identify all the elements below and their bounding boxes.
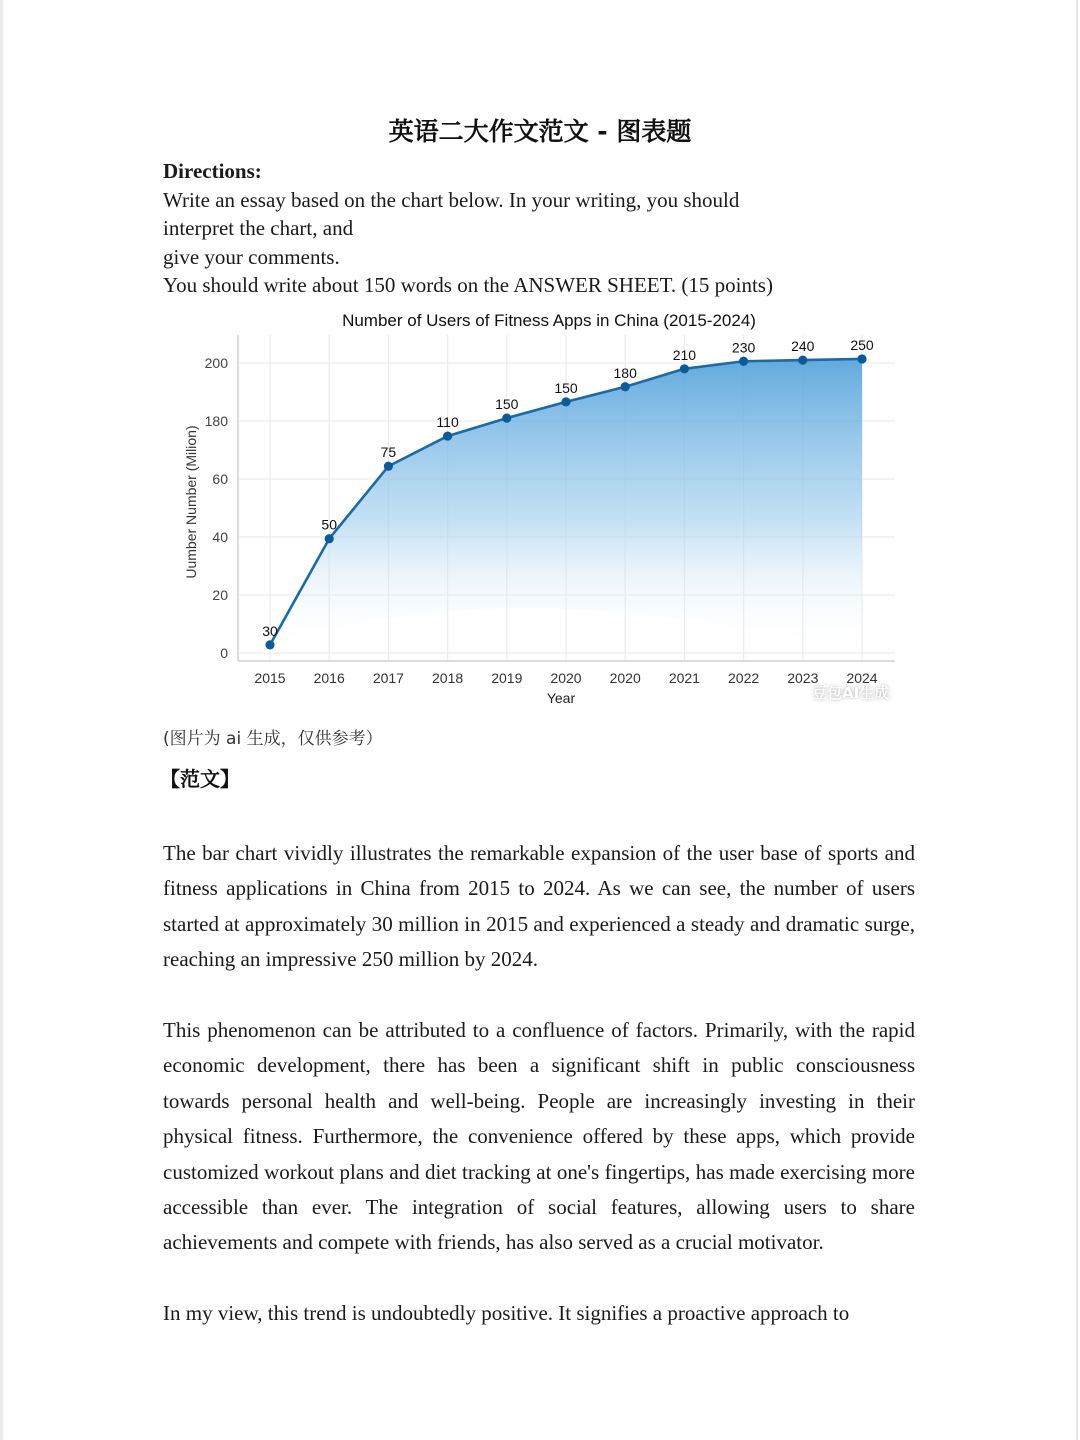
essay-paragraph: The bar chart vividly illustrates the remarkable expansion of the user base of sports and fitness applications in China from 2015 to 2024. As we can see, the number of users started at approximately 30 million in 2015 and experienced a steady and dramatic surge, reaching an impressive 250 million by 2024. xyxy=(163,841,915,972)
y-axis xyxy=(205,355,229,661)
data-point xyxy=(621,382,630,391)
essay-paragraph: This phenomenon can be attributed to a confluence of factors. Primarily, with the rapid economic development, there has been a significant shift in public consciousness towards personal health and well-being. People are increasingly investing in their physical fitness. Furthermore, the convenience offered by these apps, which provide customized workout plans and diet tracking at one's fingertips, has made exercising more accessible than ever. The integration of social features, allowing users to share achievements and compete with friends, has also served as a crucial motivator. xyxy=(163,1018,915,1255)
x-tick-label: 2018 xyxy=(432,670,464,686)
sample-essay-heading: 【范文】 xyxy=(160,767,240,791)
data-point xyxy=(561,397,570,406)
ai-watermark: 豆包AI生成 xyxy=(812,684,890,702)
ai-image-note: (图片为 ai 生成，仅供参考） xyxy=(163,729,383,749)
data-point xyxy=(325,534,334,543)
data-point xyxy=(443,431,452,440)
page-edge-right xyxy=(1076,0,1078,1440)
directions-line: You should write about 150 words on the ANSWER SHEET. (15 points) xyxy=(163,273,773,297)
directions-heading: Directions: xyxy=(163,159,262,183)
y-tick-label: 0 xyxy=(220,645,228,661)
directions-line: give your comments. xyxy=(163,244,340,269)
x-tick-label: 2017 xyxy=(372,670,404,686)
data-label: 50 xyxy=(321,516,337,533)
data-point xyxy=(857,354,866,363)
data-label: 180 xyxy=(613,364,637,381)
data-label: 110 xyxy=(436,414,459,431)
chart-title: Number of Users of Fitness Apps in China (2015-2024) xyxy=(342,311,756,330)
data-point xyxy=(502,414,511,423)
x-axis-label: Year xyxy=(546,690,576,706)
data-label: 230 xyxy=(731,339,756,356)
data-label: 75 xyxy=(380,444,397,461)
data-point xyxy=(384,462,393,471)
data-point xyxy=(680,364,689,373)
x-tick-label: 2016 xyxy=(313,670,345,686)
y-axis-label: Uumber Number (Milion) xyxy=(183,425,199,579)
y-tick-label: 180 xyxy=(204,413,228,429)
x-tick-label: 2020 xyxy=(550,670,582,686)
data-label: 210 xyxy=(672,346,697,363)
y-tick-label: 20 xyxy=(212,587,228,603)
essay-paragraph: In my view, this trend is undoubtedly positive. It signifies a proactive approach to xyxy=(163,1301,850,1326)
x-tick-label: 2024 xyxy=(846,670,878,686)
page-title: 英语二大作文范文 - 图表题 xyxy=(388,117,692,146)
chart-svg xyxy=(0,305,1080,715)
data-label: 30 xyxy=(262,622,278,639)
sample-essay xyxy=(163,836,915,1367)
data-point xyxy=(798,356,807,365)
x-tick-label: 2022 xyxy=(728,670,760,686)
directions xyxy=(163,157,923,300)
data-label: 240 xyxy=(791,338,815,355)
x-tick-label: 2023 xyxy=(787,670,819,686)
x-tick-label: 2021 xyxy=(668,670,700,686)
y-tick-label: 40 xyxy=(212,529,228,545)
directions-line: interpret the chart, and xyxy=(163,216,354,240)
x-axis xyxy=(254,670,877,686)
x-tick-label: 2015 xyxy=(254,670,286,686)
data-label: 250 xyxy=(850,336,874,353)
directions-line: Write an essay based on the chart below. In your writing, you should xyxy=(163,187,740,212)
x-tick-label: 2020 xyxy=(609,670,641,686)
x-tick-label: 2019 xyxy=(491,670,523,686)
data-label: 150 xyxy=(554,379,578,396)
data-point xyxy=(265,640,274,649)
y-tick-label: 200 xyxy=(204,355,228,371)
page-edge-left xyxy=(0,0,3,1440)
chart xyxy=(0,305,1080,715)
y-tick-label: 60 xyxy=(212,471,228,487)
data-point xyxy=(739,357,748,366)
data-label: 150 xyxy=(495,396,519,413)
